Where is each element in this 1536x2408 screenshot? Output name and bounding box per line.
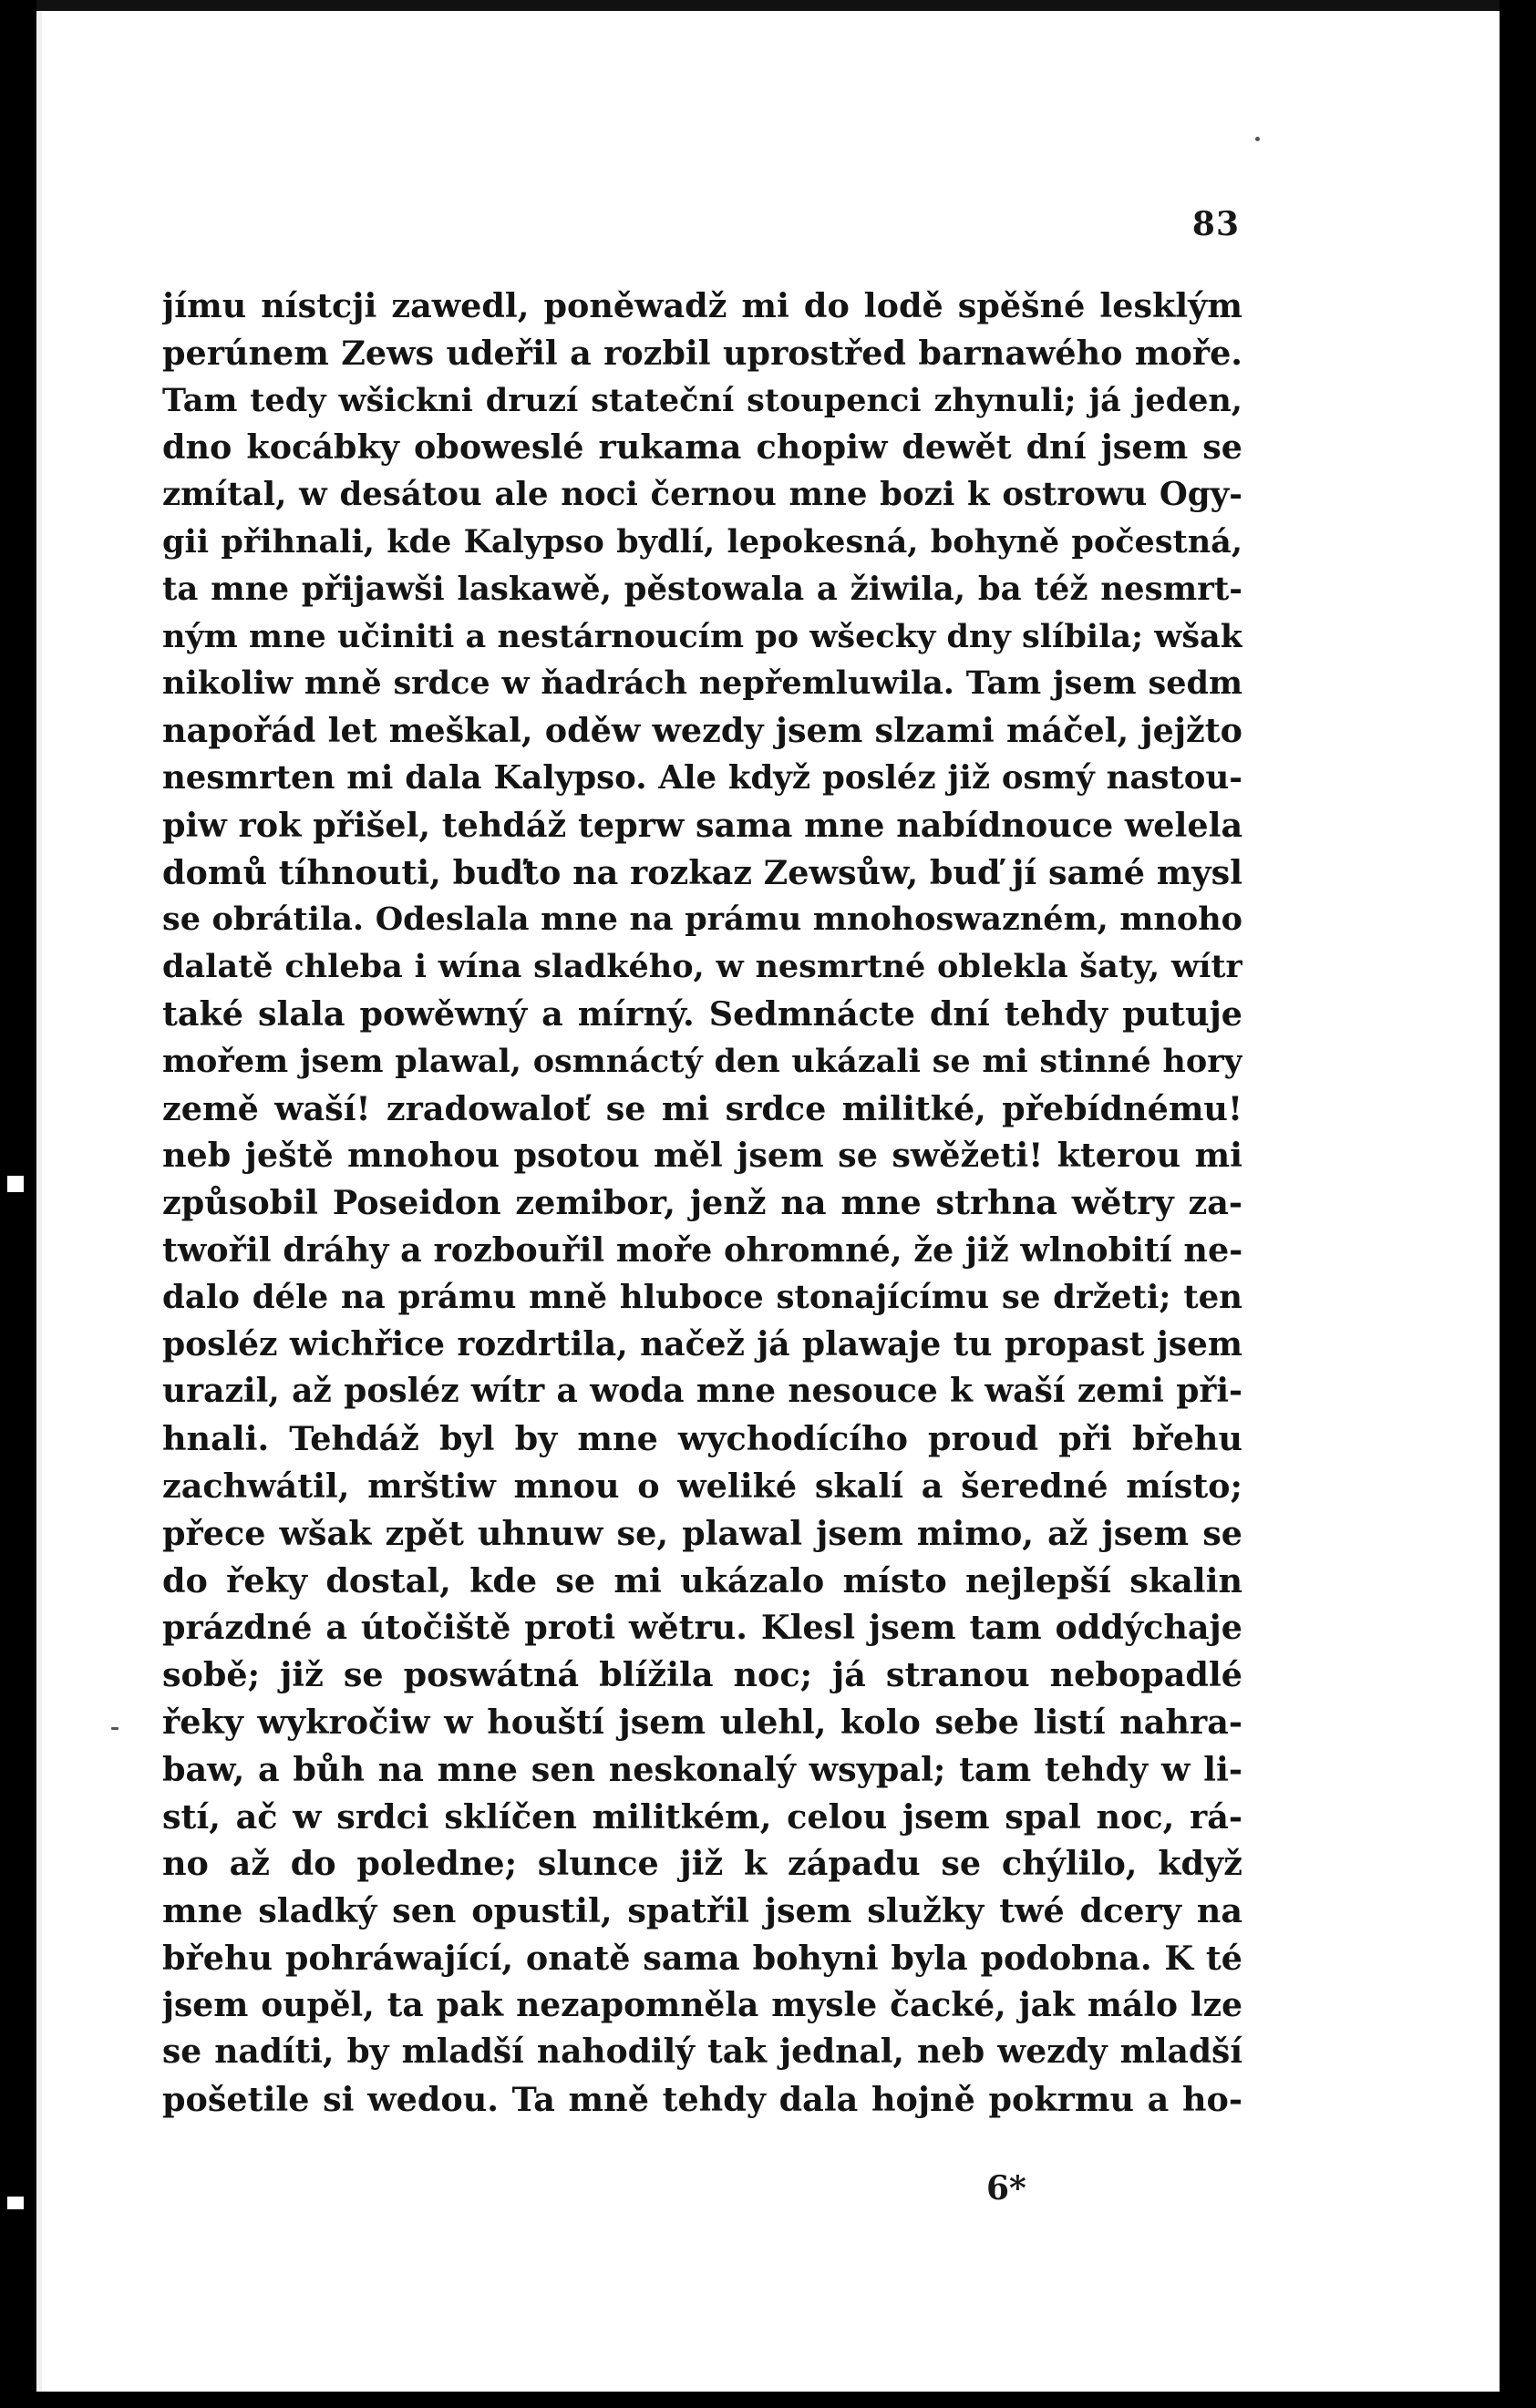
body-text: [162, 283, 1242, 2124]
text-line: řeky wykročiw w houští jsem ulehl, kolo sebe listí nahra-: [162, 1702, 1242, 1742]
text-line: břehu pohráwající, onatě sama bohyni byla podobna. K té: [162, 1938, 1242, 1978]
text-line: ným mne učiniti a nestárnoucím po wšecky dny slíbila; wšak: [162, 617, 1242, 655]
paper-speck: [111, 1727, 119, 1730]
text-line: mne sladký sen opustil, spatřil jsem služky twé dcery na: [162, 1891, 1242, 1931]
text-line: ta mne přijawši laskawě, pěstowala a žiwila, ba též nesmrt-: [162, 570, 1242, 608]
text-line: způsobil Poseidon zemibor, jenž na mne strhna wětry za-: [162, 1183, 1242, 1223]
text-line: sobě; již se poswátná blížila noc; já stranou nebopadlé: [162, 1655, 1242, 1695]
text-line: baw, a bůh na mne sen neskonalý wsypal; tam tehdy w li-: [162, 1749, 1242, 1789]
text-line: twořil dráhy a rozbouřil moře ohromné, že již wlnobití ne-: [162, 1230, 1242, 1270]
text-line: gii přihnali, kde Kalypso bydlí, lepokesná, bohyně počestná,: [162, 522, 1242, 561]
text-line: jsem oupěl, ta pak nezapomněla mysle čacké, jak málo lze: [162, 1985, 1242, 2024]
text-line: dalatě chleba i wína sladkého, w nesmrtné oblekla šaty, wítr: [162, 948, 1242, 986]
text-line: no až do poledne; slunce již k západu se chýlilo, když: [162, 1844, 1242, 1884]
printer-signature-mark: 6*: [986, 2169, 1026, 2207]
text-line: neb ještě mnohou psotou měl jsem se swěžeti! kterou mi: [162, 1136, 1242, 1176]
text-line: jímu nístcji zawedl, poněwadž mi do lodě spěšné lesklým: [162, 286, 1242, 325]
scan-right-border: [1500, 0, 1536, 2408]
text-line: zmítal, w desátou ale noci černou mne bozi k ostrowu Ogy-: [162, 476, 1242, 514]
text-line: domů tíhnouti, buďto na rozkaz Zewsůw, buď jí samé mysl: [162, 852, 1242, 892]
text-line: se obrátila. Odeslala mne na prámu mnohoswazném, mnoho: [162, 900, 1242, 939]
gutter-mark: [7, 2197, 24, 2209]
scan-bottom-border: [36, 2392, 1536, 2408]
scan-left-gutter: [36, 0, 42, 2408]
text-line: do řeky dostal, kde se mi ukázalo místo nejlepší skalin: [162, 1560, 1242, 1600]
text-line: zachwátil, mrštiw mnou o weliké skalí a šeredné místo;: [162, 1466, 1242, 1506]
text-line: dno kocábky oboweslé rukama chopiw dewět dní jsem se: [162, 427, 1242, 468]
text-line: pošetile si wedou. Ta mně tehdy dala hojně pokrmu a ho-: [162, 2080, 1242, 2120]
text-line: prázdné a útočiště proti wětru. Klesl jsem tam oddýchaje: [162, 1608, 1242, 1648]
text-line: hnali. Tehdáž byl by mne wychodícího proud při břehu: [162, 1419, 1242, 1459]
text-line: Tam tedy wšickni druzí stateční stoupenci zhynuli; já jeden,: [162, 381, 1242, 419]
text-line: dalo déle na prámu mně hluboce stonajícímu se držeti; ten: [162, 1278, 1242, 1316]
page-number: 83: [1191, 205, 1240, 243]
text-line: přece wšak zpět uhnuw se, plawal jsem mimo, až jsem se: [162, 1513, 1242, 1553]
text-line: perúnem Zews udeřil a rozbil uprostřed barnawého moře.: [162, 333, 1242, 373]
text-line: nikoliw mně srdce w ňadrách nepřemluwila. Tam jsem sedm: [162, 664, 1242, 703]
text-line: stí, ač w srdci sklíčen militkém, celou jsem spal noc, rá-: [162, 1796, 1242, 1837]
text-line: země waší! zradowaloť se mi srdce militké, přebídnému!: [162, 1088, 1242, 1128]
text-line: mořem jsem plawal, osmnáctý den ukázali se mi stinné hory: [162, 1042, 1242, 1080]
text-line: urazil, až posléz wítr a woda mne nesouce k waší zemi při-: [162, 1372, 1242, 1411]
text-line: piw rok přišel, tehdáž teprw sama mne nabídnouce welela: [162, 805, 1242, 845]
text-line: se nadíti, by mladší nahodilý tak jednal, neb wezdy mladší: [162, 2032, 1242, 2072]
text-line: posléz wichřice rozdrtila, načež já plawaje tu propast jsem: [162, 1324, 1242, 1364]
text-line: napořád let meškal, oděw wezdy jsem slzami máčel, jejžto: [162, 711, 1242, 751]
paper-speck: [1255, 137, 1260, 141]
scan-top-border: [36, 0, 1536, 11]
scan-left-border: [0, 0, 36, 2408]
text-line: nesmrten mi dala Kalypso. Ale když posléz již osmý nastou-: [162, 758, 1242, 797]
text-line: také slala powěwný a mírný. Sedmnácte dní tehdy putuje: [162, 993, 1242, 1034]
gutter-mark: [7, 1176, 24, 1192]
